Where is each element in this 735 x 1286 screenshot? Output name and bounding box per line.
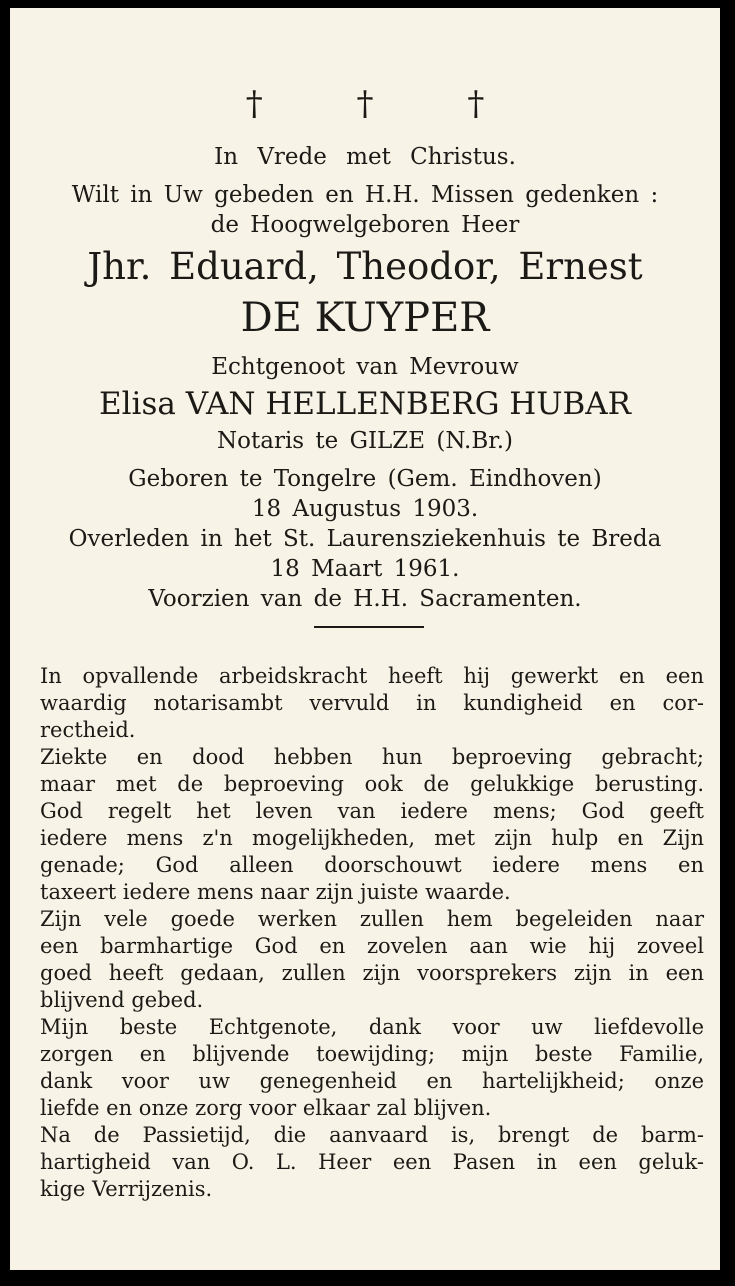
crosses-row	[10, 84, 720, 124]
text-line: genade; God alleen doorschouwt iedere mens en	[40, 853, 704, 877]
memorial-card	[10, 8, 720, 1270]
text-line: blijvend gebed.	[40, 988, 204, 1012]
text-line: waardig notarisambt vervuld in kundigheid en cor-	[40, 691, 704, 715]
text-line: goed heeft gedaan, zullen zijn voorsprekers zijn in een	[40, 961, 704, 985]
died-date: 18 Maart 1961.	[270, 556, 460, 582]
text-line: hartigheid van O. L. Heer een Pasen in een geluk-	[40, 1150, 704, 1174]
text-line: kige Verrijzenis.	[40, 1177, 213, 1201]
text-line: zorgen en blijvende toewijding; mijn beste Familie,	[40, 1042, 704, 1066]
surname: DE KUYPER	[240, 295, 490, 341]
spouse-intro: Echtgenoot van Mevrouw	[211, 354, 519, 380]
card-header	[40, 142, 690, 614]
died-place: Overleden in het St. Laurensziekenhuis te Breda	[68, 526, 662, 552]
cross-icon: †	[467, 84, 485, 124]
text-line: iedere mens z'n mogelijkheden, met zijn hulp en Zijn	[40, 826, 704, 850]
prayer-line: Wilt in Uw gebeden en H.H. Missen gedenken :	[71, 182, 659, 208]
peace-line: In Vrede met Christus.	[214, 144, 516, 170]
text-line: God regelt het leven van iedere mens; God geeft	[40, 799, 704, 823]
born-date: 18 Augustus 1903.	[251, 496, 479, 522]
text-line: rectheid.	[40, 718, 136, 742]
given-names: Jhr. Eduard, Theodor, Ernest	[87, 245, 643, 288]
text-line: taxeert iedere mens naar zijn juiste waarde.	[40, 880, 511, 904]
honorific-line: de Hoogwelgeboren Heer	[210, 212, 520, 238]
cross-icon: †	[245, 84, 263, 124]
memorial-text	[40, 663, 704, 1203]
text-line: dank voor uw genegenheid en hartelijkheid; onze	[40, 1069, 704, 1093]
spouse-name: Elisa VAN HELLENBERG HUBAR	[99, 386, 631, 422]
divider-rule	[314, 626, 424, 628]
text-line: liefde en onze zorg voor elkaar zal blijven.	[40, 1096, 492, 1120]
text-line: In opvallende arbeidskracht heeft hij gewerkt en een	[40, 664, 704, 688]
text-line: Na de Passietijd, die aanvaard is, brengt de barm-	[40, 1123, 704, 1147]
profession-line: Notaris te GILZE (N.Br.)	[217, 428, 513, 454]
text-line: Zijn vele goede werken zullen hem begeleiden naar	[40, 907, 704, 931]
text-line: maar met de beproeving ook de gelukkige berusting.	[40, 772, 704, 796]
text-line: Ziekte en dood hebben hun beproeving gebracht;	[40, 745, 704, 769]
born-place: Geboren te Tongelre (Gem. Eindhoven)	[128, 466, 602, 492]
sacraments-line: Voorzien van de H.H. Sacramenten.	[148, 586, 582, 612]
cross-icon: †	[356, 84, 374, 124]
text-line: een barmhartige God en zovelen aan wie hij zoveel	[40, 934, 704, 958]
text-line: Mijn beste Echtgenote, dank voor uw liefdevolle	[40, 1015, 704, 1039]
